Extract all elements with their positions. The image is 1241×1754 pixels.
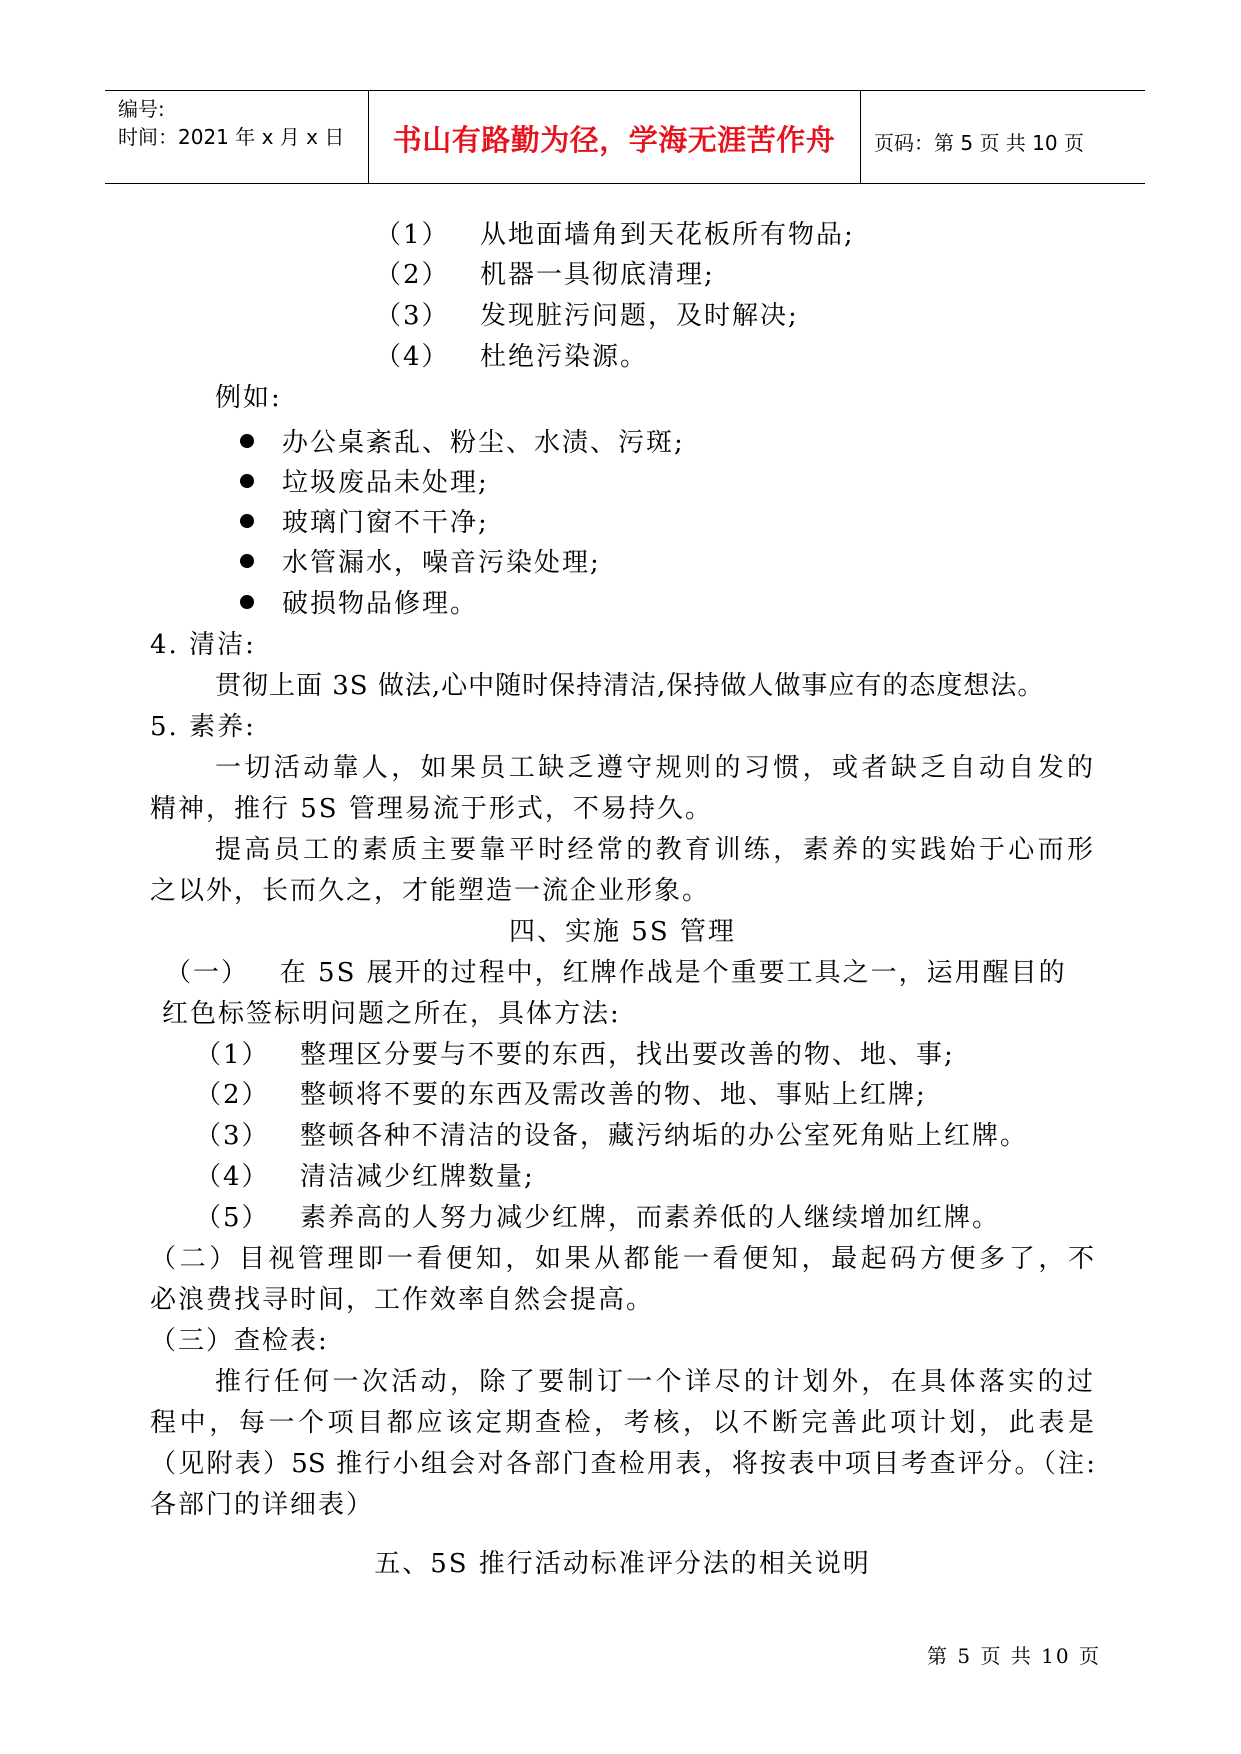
section-heading: 5. 素养:	[150, 712, 256, 742]
bullet-icon	[240, 554, 254, 568]
bullet-text: 垃圾废品未处理;	[282, 468, 489, 498]
section-title: 四、实施 5S 管理	[509, 917, 736, 947]
section-title: 五、5S 推行活动标准评分法的相关说明	[374, 1549, 871, 1579]
bullet-icon	[240, 434, 254, 448]
item-text: 清洁减少红牌数量;	[300, 1162, 535, 1192]
bullet-item	[240, 587, 478, 621]
list-item	[195, 1119, 1028, 1153]
paragraph-line: 一切活动靠人，如果员工缺乏遵守规则的习惯，或者缺乏自动自发的	[215, 753, 1095, 783]
header-bottom-rule	[105, 183, 1145, 184]
item-text: 杜绝污染源。	[480, 342, 649, 372]
header-meta	[118, 95, 344, 151]
item-text: 素养高的人努力减少红牌，而素养低的人继续增加红牌。	[300, 1203, 1001, 1233]
paragraph-line: （见附表）5S 推行小组会对各部门查检用表，将按表中项目考查评分。（注:	[150, 1449, 1095, 1479]
list-item	[195, 1038, 955, 1072]
list-item	[375, 299, 799, 333]
bullet-icon	[240, 514, 254, 528]
header-page-code: 页码：第 5 页 共 10 页	[874, 131, 1084, 155]
item-number: （2）	[375, 260, 450, 290]
item-text: 发现脏污问题，及时解决;	[480, 301, 799, 331]
paragraph-line: 推行任何一次活动，除了要制订一个详尽的计划外，在具体落实的过	[215, 1367, 1095, 1397]
header-time-label: 时间：2021 年 x 月 x 日	[118, 125, 345, 149]
section-heading: 4. 清洁:	[150, 630, 256, 660]
paragraph-line: 必浪费找寻时间，工作效率自然会提高。	[150, 1285, 655, 1315]
paragraph-line: 精神，推行 5S 管理易流于形式，不易持久。	[150, 794, 713, 824]
bullet-icon	[240, 474, 254, 488]
item-text: 整顿将不要的东西及需改善的物、地、事贴上红牌;	[300, 1080, 927, 1110]
list-item	[375, 258, 715, 292]
header-number-label: 编号:	[118, 97, 165, 121]
bullet-item	[240, 466, 489, 500]
item-number: （1）	[375, 220, 450, 250]
paragraph-line: 程中，每一个项目都应该定期查检，考核，以不断完善此项计划，此表是	[150, 1408, 1095, 1438]
list-item	[195, 1160, 535, 1194]
item-text: 整理区分要与不要的东西，找出要改善的物、地、事;	[300, 1040, 955, 1070]
paragraph-line: （二）目视管理即一看便知，如果从都能一看便知，最起码方便多了，不	[150, 1244, 1095, 1274]
bullet-item	[240, 546, 601, 580]
bullet-text: 破损物品修理。	[282, 589, 479, 619]
header-motto: 书山有路勤为径，学海无涯苦作舟	[392, 123, 836, 157]
item-number: （4）	[195, 1162, 270, 1192]
item-text: 机器一具彻底清理;	[480, 260, 715, 290]
paragraph-line: 红色标签标明问题之所在，具体方法:	[162, 999, 621, 1029]
paragraph-line: 提高员工的素质主要靠平时经常的教育训练，素养的实践始于心而形	[215, 835, 1095, 865]
list-item	[195, 1201, 1000, 1235]
bullet-item	[240, 506, 489, 540]
example-label: 例如:	[215, 383, 282, 413]
list-item	[195, 1078, 927, 1112]
item-number: （5）	[195, 1203, 270, 1233]
section-heading: （三）查检表:	[150, 1326, 329, 1356]
bullet-text: 水管漏水，噪音污染处理;	[282, 548, 601, 578]
item-number: （4）	[375, 342, 450, 372]
item-number: （3）	[375, 301, 450, 331]
list-item	[375, 218, 855, 252]
paragraph-line: 贯彻上面 3S 做法,心中随时保持清洁,保持做人做事应有的态度想法。	[215, 671, 1045, 701]
header-divider-right	[860, 90, 861, 183]
paragraph-line: 各部门的详细表）	[150, 1490, 375, 1520]
item-text: 从地面墙角到天花板所有物品;	[480, 220, 855, 250]
item-number: （3）	[195, 1121, 270, 1151]
paragraph-line: （一） 在 5S 展开的过程中，红牌作战是个重要工具之一，运用醒目的	[165, 958, 1067, 988]
list-item	[375, 340, 648, 374]
bullet-text: 办公桌紊乱、粉尘、水渍、污斑;	[282, 428, 685, 458]
item-number: （1）	[195, 1040, 270, 1070]
bullet-item	[240, 426, 685, 460]
header-top-rule	[105, 90, 1145, 91]
item-number: （2）	[195, 1080, 270, 1110]
bullet-icon	[240, 595, 254, 609]
paragraph-line: 之以外，长而久之，才能塑造一流企业形象。	[150, 876, 711, 906]
item-text: 整顿各种不清洁的设备，藏污纳垢的办公室死角贴上红牌。	[300, 1121, 1029, 1151]
bullet-text: 玻璃门窗不干净;	[282, 508, 489, 538]
page-footer: 第 5 页 共 10 页	[927, 1644, 1101, 1668]
